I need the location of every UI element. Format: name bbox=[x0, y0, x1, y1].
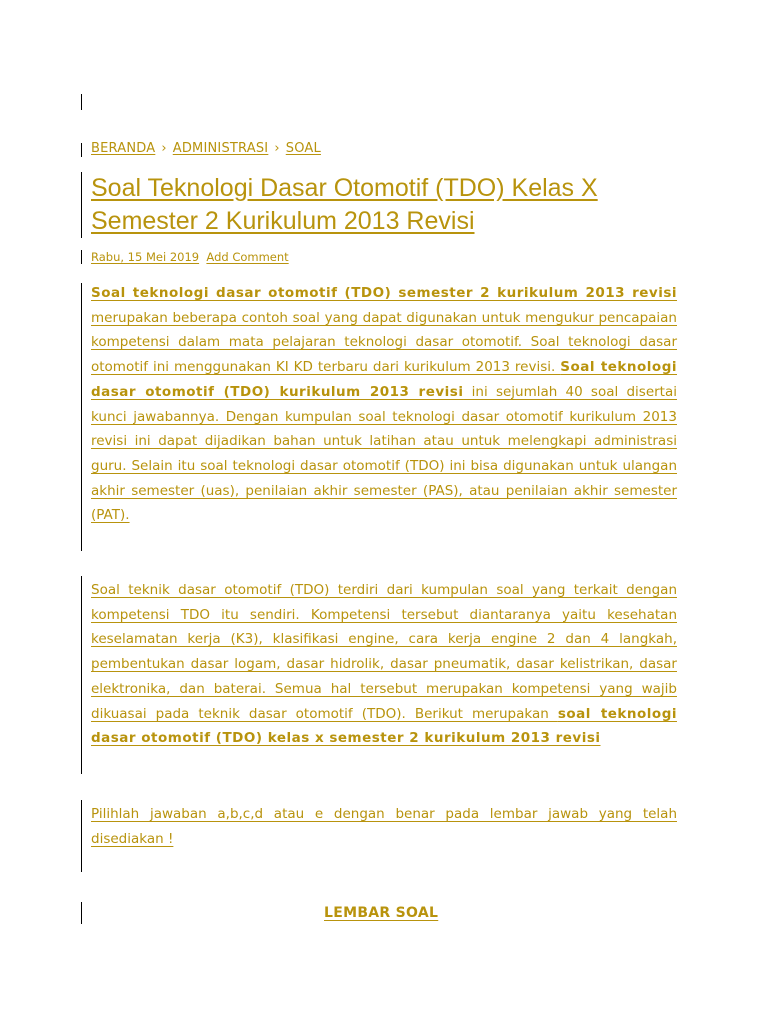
left-rule bbox=[81, 172, 82, 238]
intro-paragraph bbox=[91, 281, 677, 528]
competency-bold-phrase: soal teknologi dasar otomotif (TDO) kelas x semester 2 kurikulum 2013 revisi bbox=[91, 705, 677, 747]
post-meta bbox=[91, 250, 289, 264]
breadcrumb-home-link[interactable]: BERANDA bbox=[91, 141, 156, 156]
breadcrumb-separator: › bbox=[161, 141, 167, 156]
left-rule bbox=[81, 576, 82, 774]
left-rule bbox=[81, 800, 82, 872]
instruction-paragraph: Pilihlah jawaban a,b,c,d atau e dengan benar pada lembar jawab yang telah disediakan ! bbox=[91, 806, 677, 847]
left-rule bbox=[81, 250, 82, 264]
left-rule bbox=[81, 283, 82, 551]
breadcrumb bbox=[91, 141, 321, 156]
post-title[interactable]: Soal Teknologi Dasar Otomotif (TDO) Kelas X Semester 2 Kurikulum 2013 Revisi bbox=[91, 174, 598, 235]
left-rule bbox=[81, 902, 82, 924]
post-date-link[interactable]: Rabu, 15 Mei 2019 bbox=[91, 250, 200, 264]
breadcrumb-category-link[interactable]: ADMINISTRASI bbox=[172, 141, 269, 156]
add-comment-link[interactable]: Add Comment bbox=[206, 250, 289, 264]
breadcrumb-subcategory-link[interactable]: SOAL bbox=[285, 141, 321, 156]
left-rule bbox=[81, 143, 82, 157]
intro-text-2: ini sejumlah 40 soal disertai kunci jawabannya. Dengan kumpulan soal teknologi dasar otomotif kurikulum 2013 revisi ini dapat dijadikan bahan untuk latihan atau untuk melengkapi administrasi guru. Selain itu soal teknologi dasar otomotif (TDO) ini bisa digunakan untuk ulangan akhir semester (uas), penilaian akhir semester (PAS), atau penilaian akhir semester (PAT). bbox=[91, 383, 677, 524]
breadcrumb-separator: › bbox=[274, 141, 280, 156]
intro-bold-phrase-2: Soal teknologi dasar otomotif (TDO) kurikulum 2013 revisi bbox=[91, 359, 677, 400]
competency-text: Soal teknik dasar otomotif (TDO) terdiri dari kumpulan soal yang terkait dengan kompetensi TDO itu sendiri. Kompetensi tersebut diantaranya yaitu kesehatan keselamatan kerja (K3), klasifikasi engine, cara kerja engine 2 dan 4 langkah, pembentukan dasar logam, dasar hidrolik, dasar pneumatik, dasar kelistrikan, dasar elektronika, dan baterai. Semua hal tersebut merupakan kompetensi yang wajib dikuasai pada teknik dasar otomotif (TDO). Berikut merupakan bbox=[91, 582, 677, 722]
competency-paragraph bbox=[91, 578, 677, 751]
intro-text: merupakan beberapa contoh soal yang dapat digunakan untuk mengukur pencapaian kompetensi dalam mata pelajaran teknologi dasar otomotif. Soal teknologi dasar otomotif ini menggunakan KI KD terbaru dari kurikulum 2013 revisi. bbox=[91, 309, 677, 376]
intro-bold-phrase: Soal teknologi dasar otomotif (TDO) semester 2 kurikulum 2013 revisi bbox=[91, 285, 677, 301]
left-rule bbox=[81, 94, 82, 110]
lembar-soal-heading: LEMBAR SOAL bbox=[324, 905, 439, 921]
